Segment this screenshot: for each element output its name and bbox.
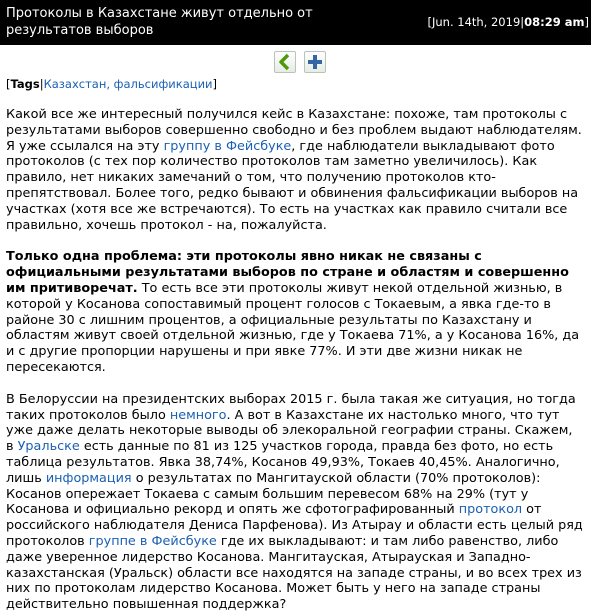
- tags-separator: |: [39, 77, 44, 91]
- previous-entry-button[interactable]: [274, 51, 296, 73]
- post-title: Протоколы в Казахстане живут отдельно от результатов выборов: [6, 6, 313, 38]
- text-run: , где наблюдатели выкладывают фото протоколов (с тех пор количество протоколов там заметно увеличилось). Как правило, нет никаких замечаний о том, что получению протоколов кто-препятствовал. Более того, редко бывают и обвинения фальсификации выборов на участках (хотя все же встречаются). То есть на участках как правило считали все правильно, хочешь протокол - на, пожалуйста.: [6, 138, 579, 233]
- text-run: где их выкладывают: и там либо равенство, либо даже уверенное лидерство Косанова. Мангитауская, Атырауская и Западно-казахстанская (Уральск) области все находятся на западе страны, и во всех трех из них по протоколам лидерство Косанова. Может быть у него на западе страны действительно повышенная поддержка?: [6, 533, 582, 613]
- text-run: Какой все же интересный получился кейс в Казахстане: похоже, там протоколы с результатами выборов совершенно свободно и без проблем выдают наблюдателям. Я уже ссылался на эту: [6, 107, 582, 154]
- protocol-link[interactable]: протокол: [458, 502, 523, 518]
- add-to-memories-button[interactable]: [304, 51, 326, 73]
- uralsk-link[interactable]: Уральске: [17, 439, 80, 455]
- tags-open: [: [6, 77, 11, 91]
- date-close: ]: [584, 15, 589, 29]
- post-body: [6, 107, 584, 613]
- text-run: . А вот в Казахстане их настолько много, что тут уже даже делать некоторые выводы об элекоральной географии страны. Скажем, в: [6, 407, 573, 455]
- post-header: [0, 0, 591, 45]
- tag-link[interactable]: Казахстан, фальсификации: [43, 77, 213, 91]
- paragraph-3: [6, 392, 584, 613]
- text-run: есть данные по 81 из 125 участков города, правда без фото, но есть таблица результатов. Явка 38,74%, Косанов 49,93%, Токаев 40,45%. Аналогично, лишь: [6, 439, 560, 486]
- chevron-left-icon: [275, 52, 295, 72]
- date-text: [Jun. 14th, 2019|: [427, 15, 525, 29]
- plus-icon: [305, 52, 325, 72]
- facebook-group-link[interactable]: группу в Фейсбуке: [163, 138, 292, 154]
- few-protocols-link[interactable]: немного: [169, 407, 227, 423]
- post-date: [427, 15, 589, 29]
- facebook-group-link-2[interactable]: группе в Фейсбуке: [88, 533, 217, 549]
- time-text: 08:29 am: [524, 15, 585, 29]
- paragraph-1: [6, 107, 584, 233]
- text-run: от российского наблюдателя Дениса Парфенова). Из Атырау и области есть целый ряд протоколов: [6, 502, 583, 549]
- tags-line: [6, 77, 217, 91]
- text-run: о результатах по Мангитауской области (70% протоколов): Косанов опережает Токаева с самым большим перевесом 68% на 29% (тут у Косанова и официально рекорд и опять же сфотографированный: [6, 470, 541, 518]
- tags-close: ]: [212, 77, 218, 91]
- bold-statement: Только одна проблема: эти протоколы явно никак не связаны с официальными результатами выборов по стране и областям и совершенно им притиворечат.: [6, 249, 569, 296]
- text-run: То есть все эти протоколы живут некой отдельной жизнью, в которой у Косанова сопоставимый процент голосов с Токаевым, а явка где-то в районе 30 с лишним процентов, а официальные результаты по Казахстану и областям живут своей отдельной жизнью, где у Токаева 71%, а у Косанова 16%, да и с другие пропорции нарушены и при явке 77%. И эти две жизни никак не пересекаются.: [6, 280, 580, 375]
- paragraph-2: [6, 249, 584, 375]
- tags-label: Tags: [10, 77, 40, 91]
- text-run: В Белоруссии на президентских выборах 2015 г. была такая же ситуация, но тогда таких протоколов было: [6, 391, 576, 423]
- information-link[interactable]: информация: [45, 470, 132, 486]
